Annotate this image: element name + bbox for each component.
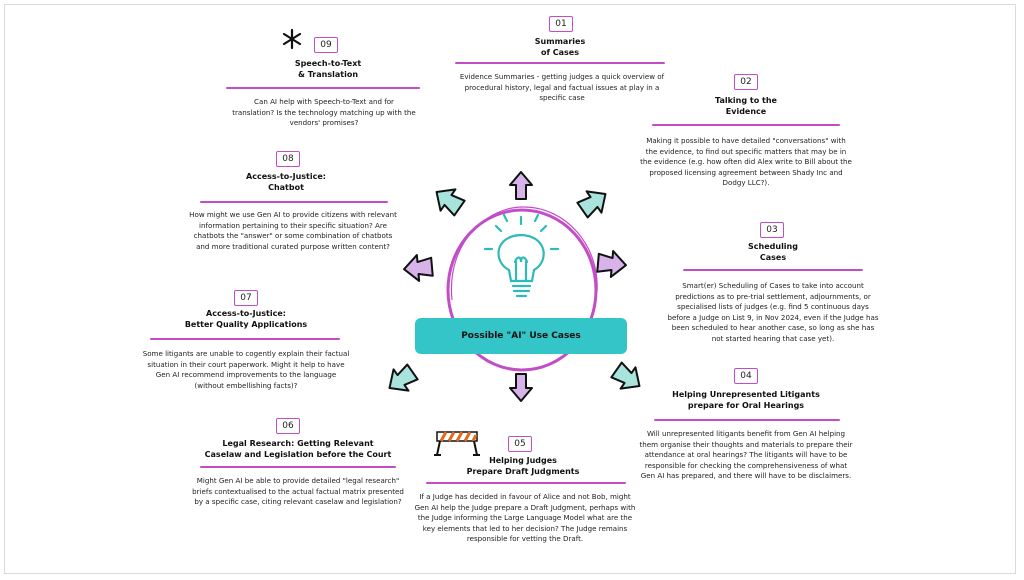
use-case-05-title: Helping Judges Prepare Draft Judgments <box>466 456 580 476</box>
use-case-01-underline <box>455 62 665 64</box>
use-case-06-number: 06 <box>276 418 300 434</box>
asterisk-icon <box>284 30 300 48</box>
use-case-03-title: Scheduling Cases <box>748 242 798 262</box>
use-case-04-title: Helping Unrepresented Litigants prepare for Oral Hearings <box>672 390 820 410</box>
use-case-02-underline <box>652 124 840 126</box>
use-case-04-number: 04 <box>734 368 758 384</box>
use-case-08-number: 08 <box>276 151 300 167</box>
use-case-02-body: Making it possible to have detailed "conversations" with the evidence, to find out specific matters that may be in the evidence (e.g. how often did Alex write to Bill about the proposed licensing agreement between Shady Inc and Dodgy LLC?). <box>640 136 852 188</box>
arrow-icon-downleft <box>382 361 420 398</box>
use-case-07-body: Some litigants are unable to cogently explain their factual situation in their court paperwork. Might it help to have Gen AI recommend improvements to the language (without embellishing facts)? <box>142 349 350 390</box>
use-case-06-title: Legal Research: Getting Relevant Caselaw and Legislation before the Court <box>204 439 392 459</box>
arrow-icon-upright <box>575 183 613 220</box>
use-case-02-number: 02 <box>734 74 758 90</box>
use-case-01-number: 01 <box>549 16 573 32</box>
use-case-01-body: Evidence Summaries - getting judges a quick overview of procedural history, legal and factual issues at play in a specific case <box>459 72 665 103</box>
use-case-07-underline <box>150 338 340 340</box>
use-case-06-underline <box>200 466 396 468</box>
use-case-08-underline <box>200 201 388 203</box>
use-case-07-number: 07 <box>234 290 258 306</box>
use-case-04-underline <box>654 419 840 421</box>
arrow-icon-upleft <box>429 181 467 218</box>
arrow-icon-down <box>510 374 532 401</box>
use-case-05-underline <box>426 482 626 484</box>
use-case-03-underline <box>683 269 863 271</box>
arrow-icon-up <box>510 172 532 199</box>
lightbulb-icon <box>485 215 558 296</box>
barricade-icon <box>434 432 480 455</box>
use-case-05-number: 05 <box>508 436 532 452</box>
use-case-08-title: Access-to-Justice: Chatbot <box>246 172 326 192</box>
use-case-02-title: Talking to the Evidence <box>715 96 777 116</box>
use-case-07-title: Access-to-Justice: Better Quality Applications <box>184 309 308 329</box>
use-case-09-underline <box>226 87 420 89</box>
use-case-09-number: 09 <box>314 37 338 53</box>
use-case-03-number: 03 <box>760 222 784 238</box>
use-case-09-title: Speech-to-Text & Translation <box>294 59 362 79</box>
center-label: Possible "AI" Use Cases <box>415 318 627 354</box>
use-case-05-body: If a Judge has decided in favour of Alice and not Bob, might Gen AI help the Judge prepare a Draft Judgment, perhaps with the Judge informing the Large Language Model what are the key elements that led to her decision? The Judge remains responsible for vetting the Draft. <box>414 492 636 544</box>
arrow-icon-right <box>597 250 627 278</box>
use-case-03-body: Smart(er) Scheduling of Cases to take into account predictions as to pre-trial settlement, adjournments, or specialised lists of judges (e.g. find 5 continuous days before a Judge on List 9, in Nov 2024, even if the Judge has been scheduled to hear another case, so long as she has not started hearing that case yet). <box>667 281 879 343</box>
use-case-04-body: Will unrepresented litigants benefit from Gen AI helping them organise their thoughts and materials to prepare their attendance at oral hearings? The litigants will have to be responsible for checking the comprehensiveness of what Gen AI has prepared, and there will have to be disclaimers. <box>639 429 853 481</box>
arrow-icon-downright <box>609 359 647 396</box>
use-case-01-title: Summaries of Cases <box>534 37 586 57</box>
use-case-09-body: Can AI help with Speech-to-Text and for translation? Is the technology matching up with the vendors' promises? <box>232 97 416 128</box>
use-case-06-body: Might Gen AI be able to provide detailed "legal research" briefs contextualised to the actual factual matrix presented by a specific case, citing relevant caselaw and legislation? <box>192 476 404 507</box>
arrow-icon-left <box>403 254 433 282</box>
use-case-08-body: How might we use Gen AI to provide citizens with relevant information pertaining to their specific situation? Are chatbots the "answer" or some combination of chatbots and more traditional curated purpose written content? <box>189 210 397 251</box>
